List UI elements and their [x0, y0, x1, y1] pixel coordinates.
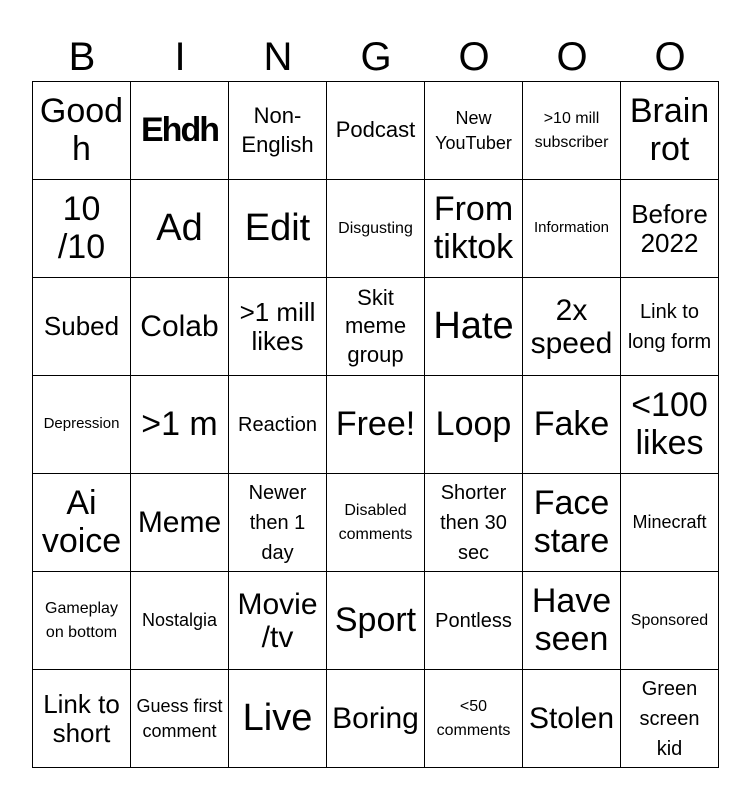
bingo-cell[interactable]: Green screen kid [621, 670, 719, 768]
bingo-cell[interactable]: Pontless [425, 572, 523, 670]
bingo-cell[interactable]: Non-English [229, 82, 327, 180]
bingo-cell[interactable]: Subed [33, 278, 131, 376]
bingo-cell[interactable]: Newer then 1 day [229, 474, 327, 572]
bingo-cell[interactable]: Gameplay on bottom [33, 572, 131, 670]
bingo-cell[interactable]: <100 likes [621, 376, 719, 474]
bingo-cell[interactable]: Loop [425, 376, 523, 474]
header-letter: B [68, 35, 96, 79]
bingo-cell[interactable]: Colab [131, 278, 229, 376]
header-letter: O [556, 35, 588, 79]
bingo-cell[interactable]: Face stare [523, 474, 621, 572]
bingo-grid [32, 81, 719, 768]
bingo-cell[interactable]: From tiktok [425, 180, 523, 278]
bingo-cell[interactable]: Live [229, 670, 327, 768]
header-letter: O [458, 35, 490, 79]
bingo-cell[interactable]: Hate [425, 278, 523, 376]
header-letter: I [174, 35, 186, 79]
bingo-cell[interactable]: Link to short [33, 670, 131, 768]
bingo-cell[interactable]: Fake [523, 376, 621, 474]
bingo-cell[interactable]: Ad [131, 180, 229, 278]
header-letter: O [654, 35, 686, 79]
bingo-cell[interactable]: Ai voice [33, 474, 131, 572]
bingo-cell[interactable]: Movie /tv [229, 572, 327, 670]
bingo-cell[interactable]: 10 /10 [33, 180, 131, 278]
bingo-cell[interactable]: Link to long form [621, 278, 719, 376]
bingo-header [33, 32, 719, 82]
bingo-cell[interactable]: Disgusting [327, 180, 425, 278]
bingo-cell[interactable]: Boring [327, 670, 425, 768]
bingo-cell[interactable]: Information [523, 180, 621, 278]
bingo-cell[interactable]: Minecraft [621, 474, 719, 572]
bingo-cell[interactable]: Skit meme group [327, 278, 425, 376]
bingo-cell[interactable]: Have seen [523, 572, 621, 670]
bingo-cell[interactable]: Stolen [523, 670, 621, 768]
bingo-cell[interactable]: >1 mill likes [229, 278, 327, 376]
bingo-cell[interactable]: 2x speed [523, 278, 621, 376]
bingo-cell[interactable]: Sport [327, 572, 425, 670]
bingo-cell[interactable]: Shorter then 30 sec [425, 474, 523, 572]
header-letter: G [360, 35, 392, 79]
bingo-cell[interactable]: Free! [327, 376, 425, 474]
bingo-cell[interactable]: >10 mill subscriber [523, 82, 621, 180]
bingo-cell[interactable]: Meme [131, 474, 229, 572]
bingo-cell[interactable]: Disabled comments [327, 474, 425, 572]
bingo-cell[interactable]: Podcast [327, 82, 425, 180]
header-letter: N [263, 35, 293, 79]
bingo-cell[interactable]: Reaction [229, 376, 327, 474]
bingo-cell[interactable]: Sponsored [621, 572, 719, 670]
bingo-cell[interactable]: Good h [33, 82, 131, 180]
bingo-cell[interactable]: Nostalgia [131, 572, 229, 670]
bingo-cell[interactable]: <50 comments [425, 670, 523, 768]
bingo-cell[interactable]: >1 m [131, 376, 229, 474]
bingo-cell[interactable]: New YouTuber [425, 82, 523, 180]
bingo-cell[interactable]: Ehdh [131, 82, 229, 180]
bingo-cell[interactable]: Depression [33, 376, 131, 474]
bingo-cell[interactable]: Guess first comment [131, 670, 229, 768]
bingo-cell[interactable]: Before 2022 [621, 180, 719, 278]
bingo-cell[interactable]: Edit [229, 180, 327, 278]
bingo-cell[interactable]: Brain rot [621, 82, 719, 180]
